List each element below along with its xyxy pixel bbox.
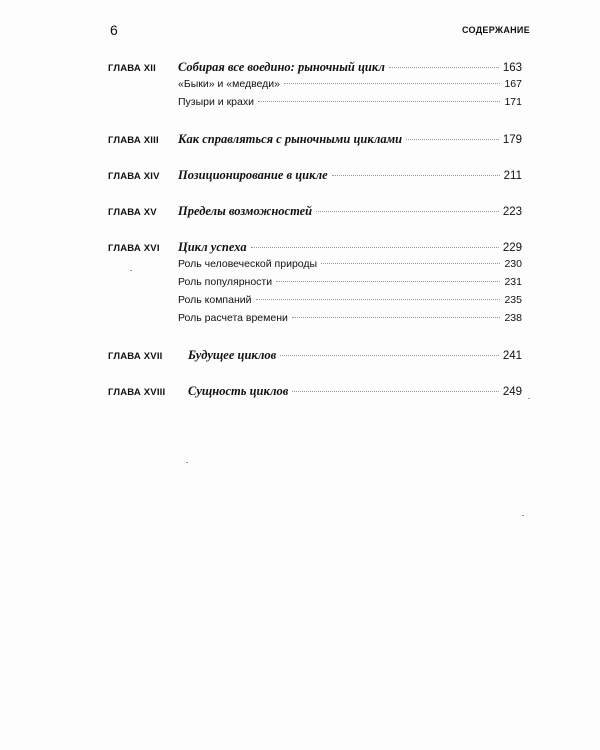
section-page: 167 (504, 78, 522, 90)
dot-leader (292, 317, 501, 318)
chapter-page: 179 (502, 134, 522, 146)
chapter-page: 211 (503, 170, 522, 182)
toc-chapter-13 (108, 132, 522, 150)
chapter-label: ГЛАВА XVIII (108, 387, 166, 398)
toc-chapter-14 (108, 168, 522, 186)
section-page: 230 (504, 258, 522, 270)
toc-chapter-17 (108, 348, 522, 366)
section-title: Роль популярности (178, 276, 273, 288)
speck (522, 515, 524, 516)
dot-leader (406, 139, 499, 140)
chapter-title: Цикл успеха (178, 240, 247, 254)
dot-leader (316, 211, 499, 212)
chapter-label: ГЛАВА XIII (108, 135, 159, 146)
chapter-label: ГЛАВА XVI (108, 243, 160, 254)
section-page: 171 (504, 96, 522, 108)
section-title: Роль компаний (178, 294, 252, 306)
toc-chapter-row[interactable] (108, 132, 522, 150)
toc-chapter-row[interactable] (108, 60, 522, 78)
chapter-title: Позиционирование в цикле (178, 168, 328, 182)
toc-chapter-18 (108, 384, 522, 402)
toc-section-row[interactable] (108, 312, 522, 330)
toc-chapter-15 (108, 204, 522, 222)
toc-chapter-row[interactable] (108, 348, 522, 366)
section-page: 235 (504, 294, 522, 306)
toc-section-row[interactable] (108, 258, 522, 276)
section-title: «Быки» и «медведи» (178, 78, 280, 90)
dot-leader (292, 391, 498, 392)
chapter-title: Будущее циклов (188, 348, 277, 362)
running-head: СОДЕРЖАНИЕ (461, 25, 530, 35)
dot-leader (256, 299, 501, 300)
section-title: Пузыри и крахи (178, 96, 254, 108)
section-page: 231 (504, 276, 522, 288)
toc-chapter-row[interactable] (108, 204, 522, 222)
toc-section-row[interactable] (108, 276, 522, 294)
toc-section-row[interactable] (108, 78, 522, 96)
dot-leader (284, 83, 500, 84)
dot-leader (321, 263, 500, 264)
chapter-title: Пределы возможностей (178, 204, 313, 218)
chapter-page: 223 (502, 206, 522, 218)
dot-leader (276, 281, 500, 282)
chapter-title: Как справляться с рыночными циклами (178, 132, 403, 146)
page-number: 6 (110, 22, 118, 38)
section-page: 238 (504, 312, 522, 324)
dot-leader (258, 101, 501, 102)
speck (130, 270, 132, 271)
toc-chapter-row[interactable] (108, 168, 522, 186)
chapter-page: 249 (502, 386, 522, 398)
section-title: Роль расчета времени (178, 312, 288, 324)
dot-leader (280, 355, 499, 356)
chapter-title: Сущность циклов (188, 384, 289, 398)
chapter-label: ГЛАВА XIV (108, 171, 160, 182)
toc-section-row[interactable] (108, 294, 522, 312)
chapter-page: 163 (502, 62, 522, 74)
chapter-label: ГЛАВА XVII (108, 351, 163, 362)
toc-chapter-row[interactable] (108, 240, 522, 258)
section-title: Роль человеческой природы (178, 258, 318, 270)
dot-leader (251, 247, 499, 248)
toc-chapter-16 (108, 240, 522, 330)
speck (528, 398, 530, 399)
table-of-contents (108, 60, 522, 420)
chapter-label: ГЛАВА XII (108, 63, 156, 74)
speck (186, 462, 188, 463)
dot-leader (332, 175, 500, 176)
dot-leader (389, 67, 499, 68)
chapter-label: ГЛАВА XV (108, 207, 157, 218)
toc-section-row[interactable] (108, 96, 522, 114)
chapter-page: 229 (502, 242, 522, 254)
toc-chapter-12 (108, 60, 522, 114)
toc-chapter-row[interactable] (108, 384, 522, 402)
chapter-page: 241 (502, 350, 522, 362)
chapter-title: Собирая все воедино: рыночный цикл (178, 60, 385, 74)
